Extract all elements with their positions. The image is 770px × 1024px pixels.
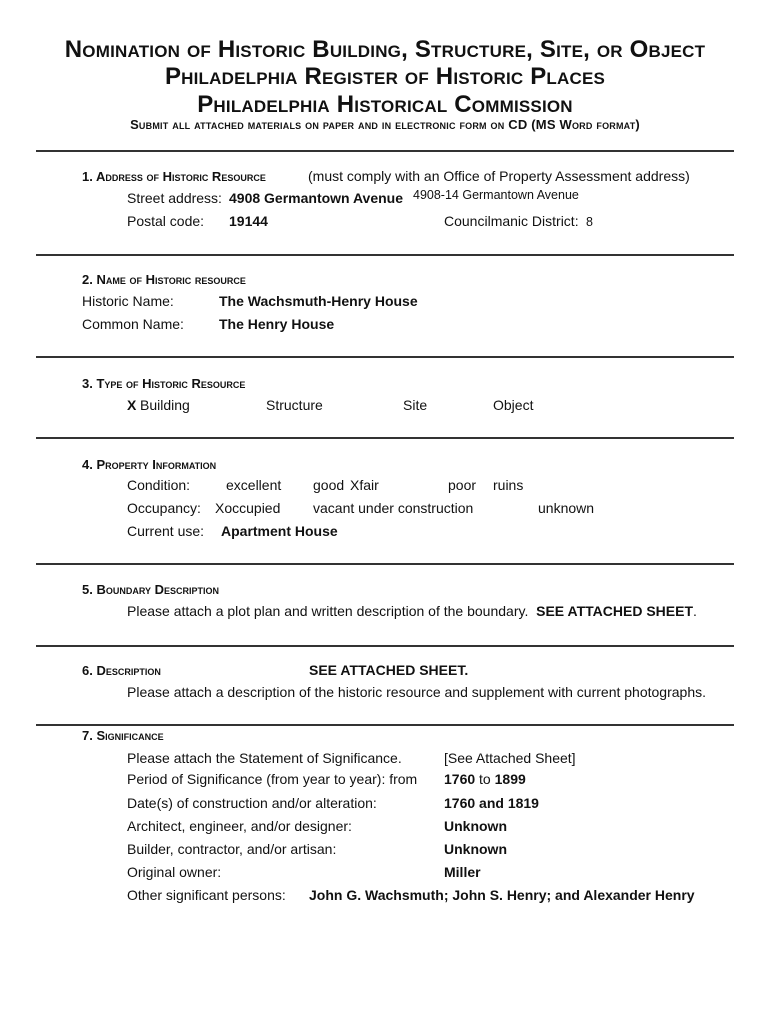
condition-fair: Xfair — [350, 477, 379, 493]
type-mark: X — [127, 397, 137, 413]
occupancy-vacant: vacant under construction — [313, 500, 474, 516]
boundary-text: Please attach a plot plan and written description of the boundary. — [127, 603, 529, 619]
street-address-extra: 4908-14 Germantown Avenue — [413, 188, 579, 202]
divider — [36, 645, 734, 647]
common-name-value: The Henry House — [219, 316, 335, 332]
condition-poor: poor — [448, 477, 477, 493]
original-owner-value: Miller — [444, 864, 481, 880]
condition-ruins: ruins — [493, 477, 524, 493]
statement-value: [See Attached Sheet] — [444, 750, 576, 766]
historic-name-label: Historic Name: — [82, 293, 174, 309]
divider — [36, 724, 734, 726]
section-7-heading: 7. Significance — [82, 728, 164, 743]
condition-excellent: excellent — [226, 477, 282, 493]
divider — [36, 254, 734, 256]
occupancy-occupied: Xoccupied — [215, 500, 281, 516]
construction-dates-label: Date(s) of construction and/or alteration: — [127, 795, 377, 811]
district-label: Councilmanic District: — [444, 213, 579, 229]
occupancy-label: Occupancy: — [127, 500, 201, 516]
section-3-heading: 3. Type of Historic Resource — [82, 376, 246, 391]
postal-code-label: Postal code: — [127, 213, 205, 229]
significant-persons-label: Other significant persons: — [127, 887, 286, 903]
architect-label: Architect, engineer, and/or designer: — [127, 818, 352, 834]
divider — [36, 437, 734, 439]
divider — [36, 150, 734, 152]
commission-title: Philadelphia Historical Commission — [197, 91, 573, 118]
section-6-heading: 6. Description — [82, 663, 161, 678]
submission-instructions: Submit all attached materials on paper and in electronic form on CD (MS Word format) — [130, 117, 640, 132]
original-owner-label: Original owner: — [127, 864, 222, 880]
architect-value: Unknown — [444, 818, 507, 834]
form-title: Nomination of Historic Building, Structure, Site, or Object — [64, 36, 706, 63]
street-address-label: Street address: — [127, 190, 222, 206]
section-2-heading: 2. Name of Historic resource — [82, 272, 246, 287]
postal-code-value: 19144 — [229, 213, 268, 229]
period-from: 1760 — [444, 771, 476, 787]
builder-label: Builder, contractor, and/or artisan: — [127, 841, 337, 857]
construction-dates-value: 1760 and 1819 — [444, 795, 539, 811]
description-see-attached: SEE ATTACHED SHEET. — [309, 662, 469, 678]
boundary-instruction — [127, 603, 697, 619]
builder-value: Unknown — [444, 841, 507, 857]
type-building: Building — [140, 397, 190, 413]
address-note: (must comply with an Office of Property Assessment address) — [308, 168, 690, 184]
register-title: Philadelphia Register of Historic Places — [164, 63, 606, 90]
boundary-period: . — [693, 603, 697, 619]
period-value — [444, 771, 526, 787]
section-4-heading: 4. Property Information — [82, 457, 217, 472]
current-use-value: Apartment House — [221, 523, 338, 539]
divider — [36, 563, 734, 565]
historic-name-value: The Wachsmuth-Henry House — [219, 293, 418, 309]
street-address-value: 4908 Germantown Avenue — [229, 190, 404, 206]
type-site: Site — [403, 397, 428, 413]
section-1-heading: 1. Address of Historic Resource — [82, 169, 266, 184]
district-value: 8 — [586, 215, 593, 229]
period-to: 1899 — [494, 771, 526, 787]
period-label: Period of Significance (from year to year): from — [127, 771, 418, 787]
significant-persons-value: John G. Wachsmuth; John S. Henry; and Alexander Henry — [309, 887, 695, 903]
occupancy-unknown: unknown — [538, 500, 595, 516]
condition-good: good — [313, 477, 345, 493]
statement-label: Please attach the Statement of Significance. — [127, 750, 402, 766]
type-object: Object — [493, 397, 534, 413]
description-instruction: Please attach a description of the historic resource and supplement with current photographs. — [127, 684, 706, 700]
section-5-heading: 5. Boundary Description — [82, 582, 220, 597]
condition-label: Condition: — [127, 477, 191, 493]
divider — [36, 356, 734, 358]
period-to-word: to — [479, 771, 491, 787]
type-structure: Structure — [266, 397, 323, 413]
common-name-label: Common Name: — [82, 316, 184, 332]
boundary-see-attached: SEE ATTACHED SHEET — [536, 603, 693, 619]
current-use-label: Current use: — [127, 523, 205, 539]
